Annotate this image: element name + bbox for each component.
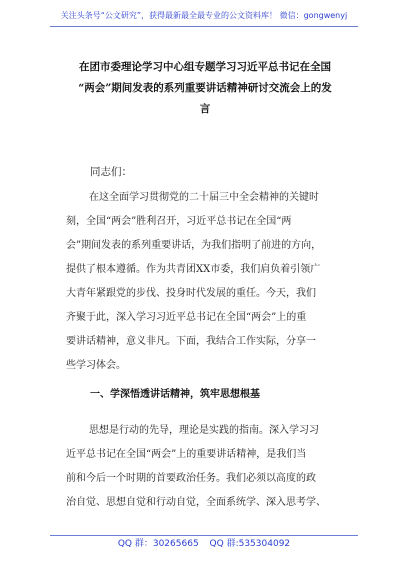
header-banner: 关注头条号“公文研究”，获得最新最全最专业的公文资料库！ 微信：gongwenyj [50,6,358,27]
paragraph-line: 思想是行动的先导，理论是实践的指南。深入学习习 [89,425,319,436]
paragraph-line: 要讲话精神，意义非凡。下面，我结合工作实际，分享一 [66,336,316,347]
paragraph-line: 治自觉、思想自觉和行动自觉，全面系统学、深入思考学、 [66,497,326,508]
salutation: 同志们： [90,166,132,178]
page-title [68,57,342,120]
paragraph-line: 会”期间发表的系列重要讲话，为我们指明了前进的方向， [66,240,322,251]
intro-paragraph [66,186,348,378]
paragraph-line: 在这全面学习贯彻党的二十届三中全会精神的关键时 [89,192,319,203]
title-line: “两会”期间发表的系列重要讲话精神研讨交流会上的发 [78,82,332,94]
paragraph-line: 大青年紧跟党的步伐、投身时代发展的重任。今天，我们 [66,288,316,299]
title-line: 在团市委理论学习中心组专题学习习近平总书记在全国 [79,61,331,73]
paragraph-line: 些学习体会。 [66,360,126,371]
paragraph-line: 刻，全国“两会”胜利召开，习近平总书记在全国“两 [66,216,292,227]
footer-banner [50,535,358,552]
paragraph-line: 近平总书记在全国“两会”上的重要讲话精神，是我们当 [66,449,307,460]
paragraph-line: 前和今后一个时期的首要政治任务。我们必须以高度的政 [66,473,316,484]
section1-paragraph [66,419,348,515]
paragraph-line: 齐聚于此，深入学习习近平总书记在全国“两会”上的重 [66,312,307,323]
paragraph-line: 提供了根本遵循。作为共青团XX市委，我们肩负着引领广 [66,264,321,275]
footer-qq-group-1: QQ 群：30265665 [117,539,199,549]
footer-qq-group-2: QQ 群:535304092 [209,539,291,549]
section-heading: 一、学深悟透讲话精神，筑牢思想根基 [90,389,260,400]
title-line: 言 [199,103,211,115]
